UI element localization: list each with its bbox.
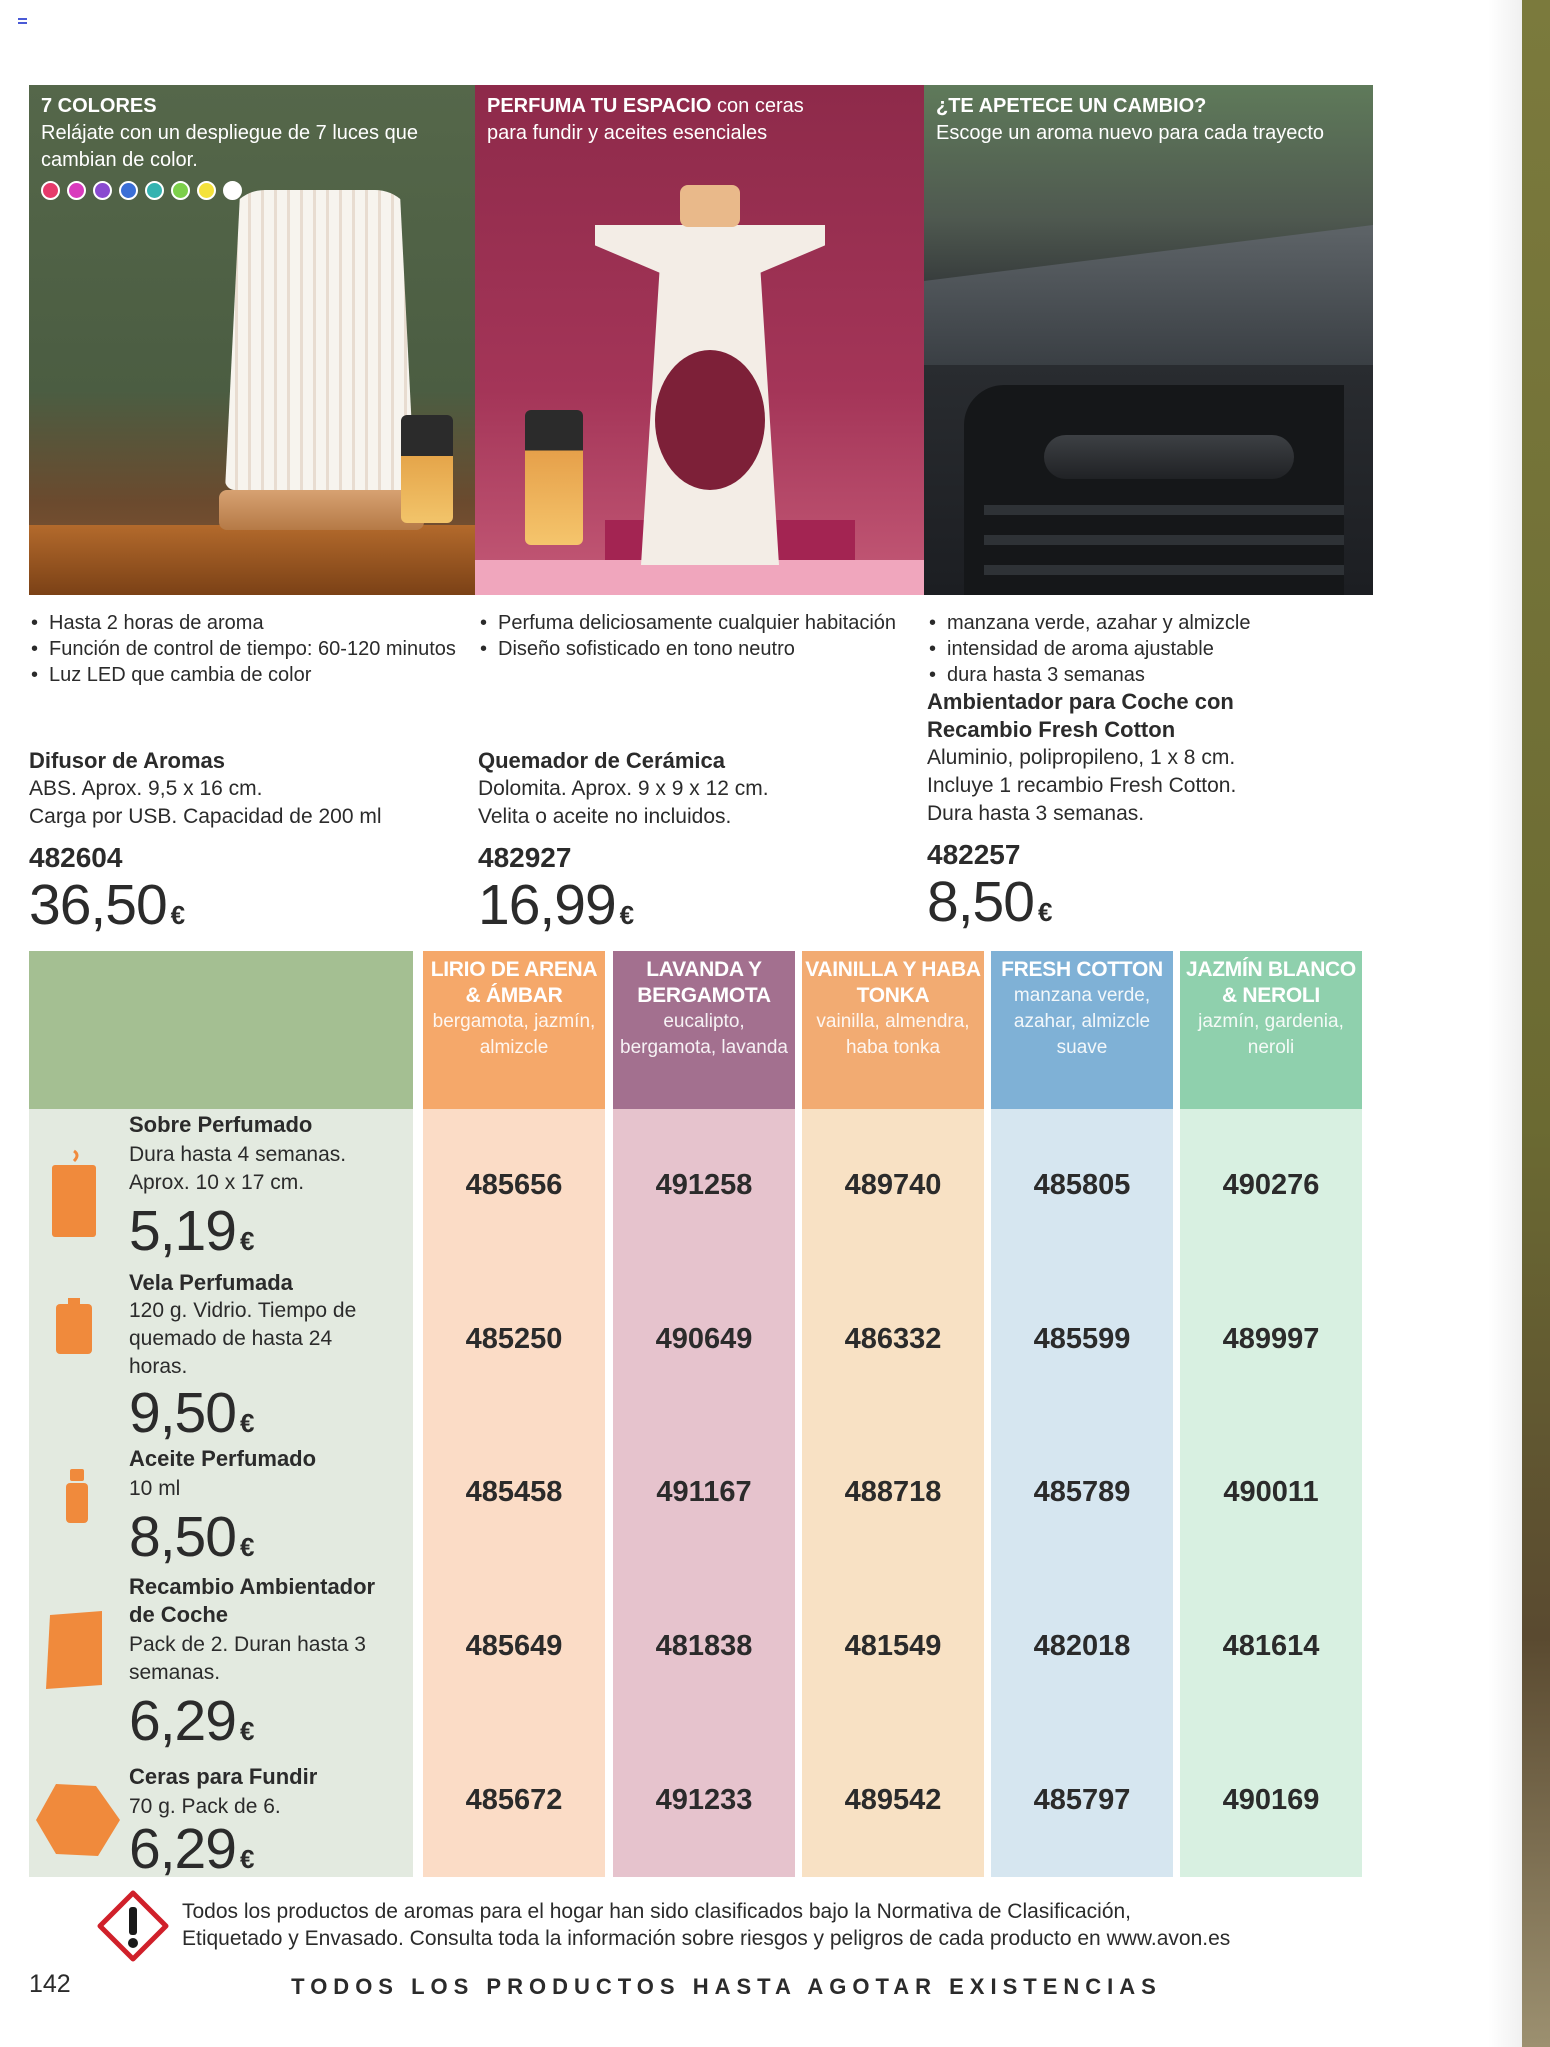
product-code-cell: 485789 — [1033, 1476, 1131, 1509]
product-code-cell: 486332 — [844, 1322, 942, 1355]
fragrance-header — [802, 951, 984, 1109]
color-dot-6 — [171, 181, 190, 200]
wax-melt-image — [680, 185, 740, 227]
car-refill-icon — [44, 1611, 106, 1689]
hero-diffuser — [29, 85, 475, 595]
row-price: 6,29 € — [129, 1689, 254, 1753]
fragrance-column — [423, 951, 605, 1877]
fragrance-codes — [423, 1109, 605, 1877]
hero-burner: PERFUMA TU ESPACIO con ceras para fundir y aceites esenciales — [475, 85, 924, 595]
product-code-cell: 490011 — [1223, 1476, 1319, 1509]
row-price: 5,19 € — [129, 1199, 254, 1263]
product-code-cell: 489740 — [844, 1169, 942, 1202]
color-dot-1 — [41, 181, 60, 200]
hero-title: PERFUMA TU ESPACIO — [487, 95, 712, 117]
product-code-cell: 481549 — [844, 1630, 942, 1663]
product-car-freshener: • manzana verde, azahar y almizcle • intensidad de aroma ajustable • dura hasta 3 semanas Ambientador para Coche con Recambio Fresh Cotton Aluminio, polipropileno, 1 x 8 cm. Incluye 1 recambio Fresh Cotton. Dura hasta 3 semanas. 482257 8,50 € — [927, 610, 1367, 942]
fragrance-notes: bergamota, jazmín, almizcle — [432, 1011, 596, 1058]
product-code-cell: 485250 — [465, 1322, 563, 1355]
fragrance-header — [423, 951, 605, 1109]
row-price: 6,29 € — [129, 1817, 254, 1881]
product-price: 16,99 € — [478, 873, 634, 937]
hero-subtitle: para fundir y aceites esenciales — [487, 122, 768, 144]
hero-car — [924, 85, 1373, 595]
menu-icon[interactable] — [18, 18, 27, 24]
fragrance-column — [802, 951, 984, 1877]
row-product-name: Ceras para Fundir — [129, 1764, 318, 1789]
product-code: 482604 — [29, 842, 123, 873]
sachet-icon — [49, 1149, 99, 1239]
fragrance-codes — [613, 1109, 795, 1877]
page-fold-shadow — [1488, 0, 1522, 2047]
row-product-name: Aceite Perfumado — [129, 1446, 317, 1471]
color-dots — [41, 181, 242, 200]
product-code-cell: 490276 — [1222, 1169, 1320, 1202]
fragrance-header — [1180, 951, 1362, 1109]
product-code-cell: 485672 — [465, 1783, 563, 1816]
product-code-cell: 491233 — [655, 1783, 753, 1816]
product-diffuser — [29, 610, 469, 688]
oil-bottle-image — [525, 410, 583, 545]
fragrance-column — [1180, 951, 1362, 1877]
oil-bottle-image — [401, 415, 453, 523]
color-dot-7 — [197, 181, 216, 200]
product-code-cell: 481614 — [1222, 1630, 1320, 1663]
feature-list: • Perfuma deliciosamente cualquier habitación • Diseño sofisticado en tono neutro — [478, 610, 918, 662]
diffuser-image — [225, 190, 415, 490]
product-code-cell: 485797 — [1033, 1783, 1131, 1816]
hazard-notice: Todos los productos de aromas para el hogar han sido clasificados bajo la Normativa de Clasificación, Etiquetado y Envasado. Consulta toda la información sobre riesgos y peligros de cada producto en www.avon.es — [182, 1900, 1231, 1950]
color-dot-2 — [67, 181, 86, 200]
color-dot-8 — [223, 181, 242, 200]
fragrance-name: LAVANDA Y BERGAMOTA — [637, 958, 771, 1007]
oil-bottle-icon — [64, 1469, 90, 1523]
fragrance-column — [991, 951, 1173, 1877]
product-code-cell: 489542 — [844, 1783, 942, 1816]
row-product-name: Recambio Ambientador de Coche — [129, 1574, 376, 1627]
product-code-cell: 485458 — [465, 1476, 563, 1509]
hero-subtitle: Relájate con un despliegue de 7 luces que cambian de color. — [41, 122, 418, 171]
row-price: 9,50 € — [129, 1381, 254, 1445]
product-code-cell: 485805 — [1033, 1169, 1131, 1202]
hero-subtitle: Escoge un aroma nuevo para cada trayecto — [936, 122, 1325, 144]
row-price: 8,50 € — [129, 1505, 254, 1569]
stock-disclaimer: TODOS LOS PRODUCTOS HASTA AGOTAR EXISTENCIAS — [291, 1974, 1162, 1999]
product-code-cell: 490649 — [655, 1322, 753, 1355]
row-product-name: Vela Perfumada — [129, 1270, 293, 1295]
fragrance-codes — [1180, 1109, 1362, 1877]
fragrance-codes — [991, 1109, 1173, 1877]
product-code-cell: 491167 — [656, 1476, 752, 1509]
color-dot-5 — [145, 181, 164, 200]
wax-melts-icon — [34, 1780, 122, 1860]
car-vent-image — [964, 385, 1344, 595]
product-code-cell: 490169 — [1222, 1783, 1320, 1816]
product-code-cell: 482018 — [1033, 1630, 1131, 1663]
fragrance-notes: eucalipto, bergamota, lavanda — [620, 1011, 788, 1058]
fragrance-name: LIRIO DE ARENA & ÁMBAR — [430, 958, 598, 1007]
color-dot-3 — [93, 181, 112, 200]
fragrance-name: FRESH COTTON — [1001, 958, 1163, 981]
product-name: Difusor de Aromas — [29, 748, 226, 773]
fragrance-notes: manzana verde, azahar, almizcle suave — [1013, 985, 1151, 1058]
product-code-cell: 491258 — [655, 1169, 753, 1202]
hazard-warning-icon — [97, 1890, 169, 1962]
fragrance-header — [613, 951, 795, 1109]
candle-icon — [54, 1298, 94, 1356]
feature-list: • manzana verde, azahar y almizcle • intensidad de aroma ajustable • dura hasta 3 semanas — [927, 610, 1367, 688]
page-number: 142 — [29, 1970, 71, 1998]
hero-title: ¿TE APETECE UN CAMBIO? — [936, 95, 1207, 117]
table-header-blank — [29, 951, 413, 1109]
product-code-cell: 488718 — [844, 1476, 942, 1509]
row-product-name: Sobre Perfumado — [129, 1112, 313, 1137]
product-name: Quemador de Cerámica — [478, 748, 725, 773]
color-dot-4 — [119, 181, 138, 200]
product-code-cell: 485649 — [465, 1630, 563, 1663]
fragrance-name: JAZMÍN BLANCO & NEROLI — [1186, 958, 1356, 1007]
product-price: 8,50 € — [927, 870, 1052, 934]
table-row: Vela Perfumada 120 g. Vidrio. Tiempo de quemado de hasta 24 horas. 9,50 € — [29, 1263, 413, 1417]
page-edge — [1522, 0, 1550, 2047]
table-row: Recambio Ambientador de Coche Pack de 2. Duran hasta 3 semanas. 6,29 € — [29, 1571, 413, 1725]
fragrance-header — [991, 951, 1173, 1109]
product-burner — [478, 610, 918, 662]
table-row: Ceras para Fundir 70 g. Pack de 6. 6,29 € — [29, 1725, 413, 1877]
product-code-cell: 489997 — [1222, 1322, 1320, 1355]
product-code-cell: 485599 — [1033, 1322, 1131, 1355]
fragrance-notes: vainilla, almendra, haba tonka — [816, 1011, 970, 1058]
feature-list: • Hasta 2 horas de aroma • Función de control de tiempo: 60-120 minutos • Luz LED que cambia de color — [29, 610, 469, 688]
table-row: Aceite Perfumado 10 ml 8,50 € — [29, 1417, 413, 1571]
fragrance-codes — [802, 1109, 984, 1877]
product-code-cell: 481838 — [655, 1630, 753, 1663]
hero-title: 7 COLORES — [41, 95, 157, 117]
table-row: Sobre Perfumado Dura hasta 4 semanas. Aprox. 10 x 17 cm. 5,19 € — [29, 1109, 413, 1263]
fragrance-notes: jazmín, gardenia, neroli — [1198, 1011, 1344, 1058]
fragrance-column — [613, 951, 795, 1877]
product-name: Ambientador para Coche con — [927, 689, 1234, 714]
product-price: 36,50 € — [29, 873, 185, 937]
car-freshener-image — [1044, 435, 1294, 479]
product-code: 482257 — [927, 839, 1021, 870]
product-code-cell: 485656 — [465, 1169, 563, 1202]
fragrance-name: VAINILLA Y HABA TONKA — [805, 958, 981, 1007]
product-code: 482927 — [478, 842, 572, 873]
